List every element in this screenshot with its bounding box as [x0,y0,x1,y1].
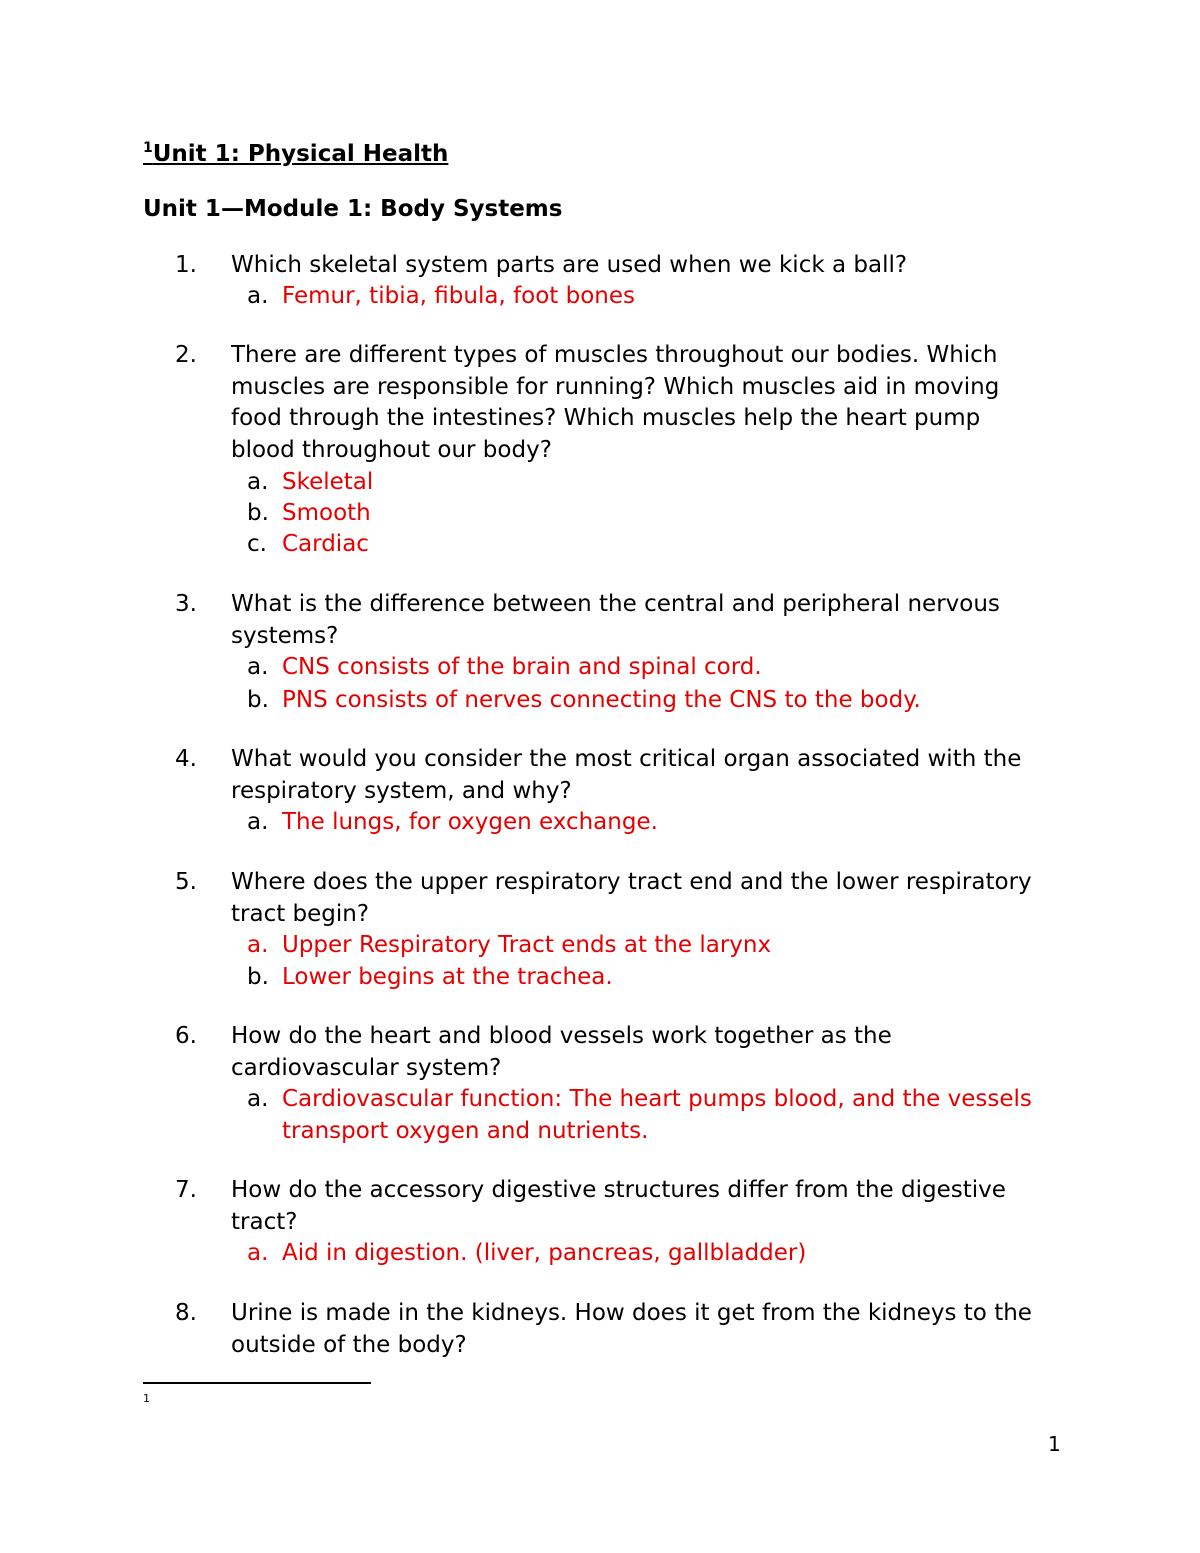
answer-text [282,962,613,994]
question-text [231,1298,1071,1361]
question-line: What is the difference between the central and peripheral nervous [231,591,1000,617]
question-line: Where does the upper respiratory tract end and the lower respiratory [231,869,1032,895]
answer-marker: b. [247,500,269,526]
answer-line: Aid in digestion. (liver, pancreas, gallbladder) [282,1240,807,1266]
question-number: 1. [175,252,197,278]
unit-title [143,140,448,167]
answer-line: The lungs, for oxygen exchange. [282,809,658,835]
question-text [231,744,1071,807]
question-number: 6. [175,1023,197,1049]
question-line: tract begin? [231,900,370,927]
answer-marker: a. [247,1086,269,1112]
answer-text [282,467,373,499]
question-text [231,1021,1071,1084]
footnote-reference: 1 [143,140,153,156]
question-line: respiratory system, and why? [231,777,572,804]
question-number: 5. [175,869,197,895]
question-line: food through the intestines? Which muscles help the heart pump [231,405,981,431]
question-line: Urine is made in the kidneys. How does it get from the kidneys to the [231,1300,1032,1326]
question-number: 4. [175,746,197,772]
answer-text [282,930,771,962]
question-line: systems? [231,622,339,649]
question-text [231,340,1071,466]
answer-marker: c. [247,531,267,557]
question-text [231,1175,1071,1238]
answer-line: Lower begins at the trachea. [282,964,613,990]
answer-marker: a. [247,1240,269,1266]
answer-line: Cardiovascular function: The heart pumps blood, and the vessels [282,1086,1032,1112]
answer-marker: a. [247,809,269,835]
answer-text [282,281,635,313]
question-line: blood throughout our body? [231,436,552,463]
answer-text [282,1238,806,1270]
question-text [231,250,1071,282]
question-number: 8. [175,1300,197,1326]
answer-text [282,529,369,561]
answer-marker: a. [247,283,269,309]
answer-line: Smooth [282,500,371,526]
answer-marker: b. [247,964,269,990]
answer-line: Cardiac [282,531,369,557]
question-line: There are different types of muscles throughout our bodies. Which [231,342,998,368]
answer-line: PNS consists of nerves connecting the CNS to the body. [282,687,921,713]
answer-text [282,652,762,684]
question-line: tract? [231,1208,298,1235]
question-number: 3. [175,591,197,617]
answer-marker: a. [247,469,269,495]
answer-text [282,498,371,530]
answer-line: CNS consists of the brain and spinal cord. [282,654,762,680]
answer-line: transport oxygen and nutrients. [282,1117,649,1144]
answer-line: Upper Respiratory Tract ends at the larynx [282,932,772,958]
answer-line: Skeletal [282,469,374,495]
question-line: Which skeletal system parts are used when we kick a ball? [231,252,908,278]
footnote: 1 [143,1392,150,1405]
answer-text [282,685,921,717]
footnote-separator [143,1382,371,1384]
question-line: outside of the body? [231,1331,467,1358]
page-number: 1 [1048,1432,1061,1456]
question-line: cardiovascular system? [231,1054,502,1081]
module-title: Unit 1—Module 1: Body Systems [143,196,563,222]
question-number: 7. [175,1177,197,1203]
question-line: How do the heart and blood vessels work together as the [231,1023,892,1049]
question-line: muscles are responsible for running? Which muscles aid in moving [231,373,1000,400]
answer-marker: a. [247,932,269,958]
answer-marker: a. [247,654,269,680]
question-number: 2. [175,342,197,368]
question-line: What would you consider the most critical organ associated with the [231,746,1022,772]
answer-line: Femur, tibia, fibula, foot bones [282,283,636,309]
answer-marker: b. [247,687,269,713]
answer-text [282,807,658,839]
question-text [231,589,1071,652]
answer-text [282,1084,1032,1147]
question-line: How do the accessory digestive structures differ from the digestive [231,1177,1006,1203]
question-text [231,867,1071,930]
unit-title-text: Unit 1: Physical Health [152,141,449,167]
